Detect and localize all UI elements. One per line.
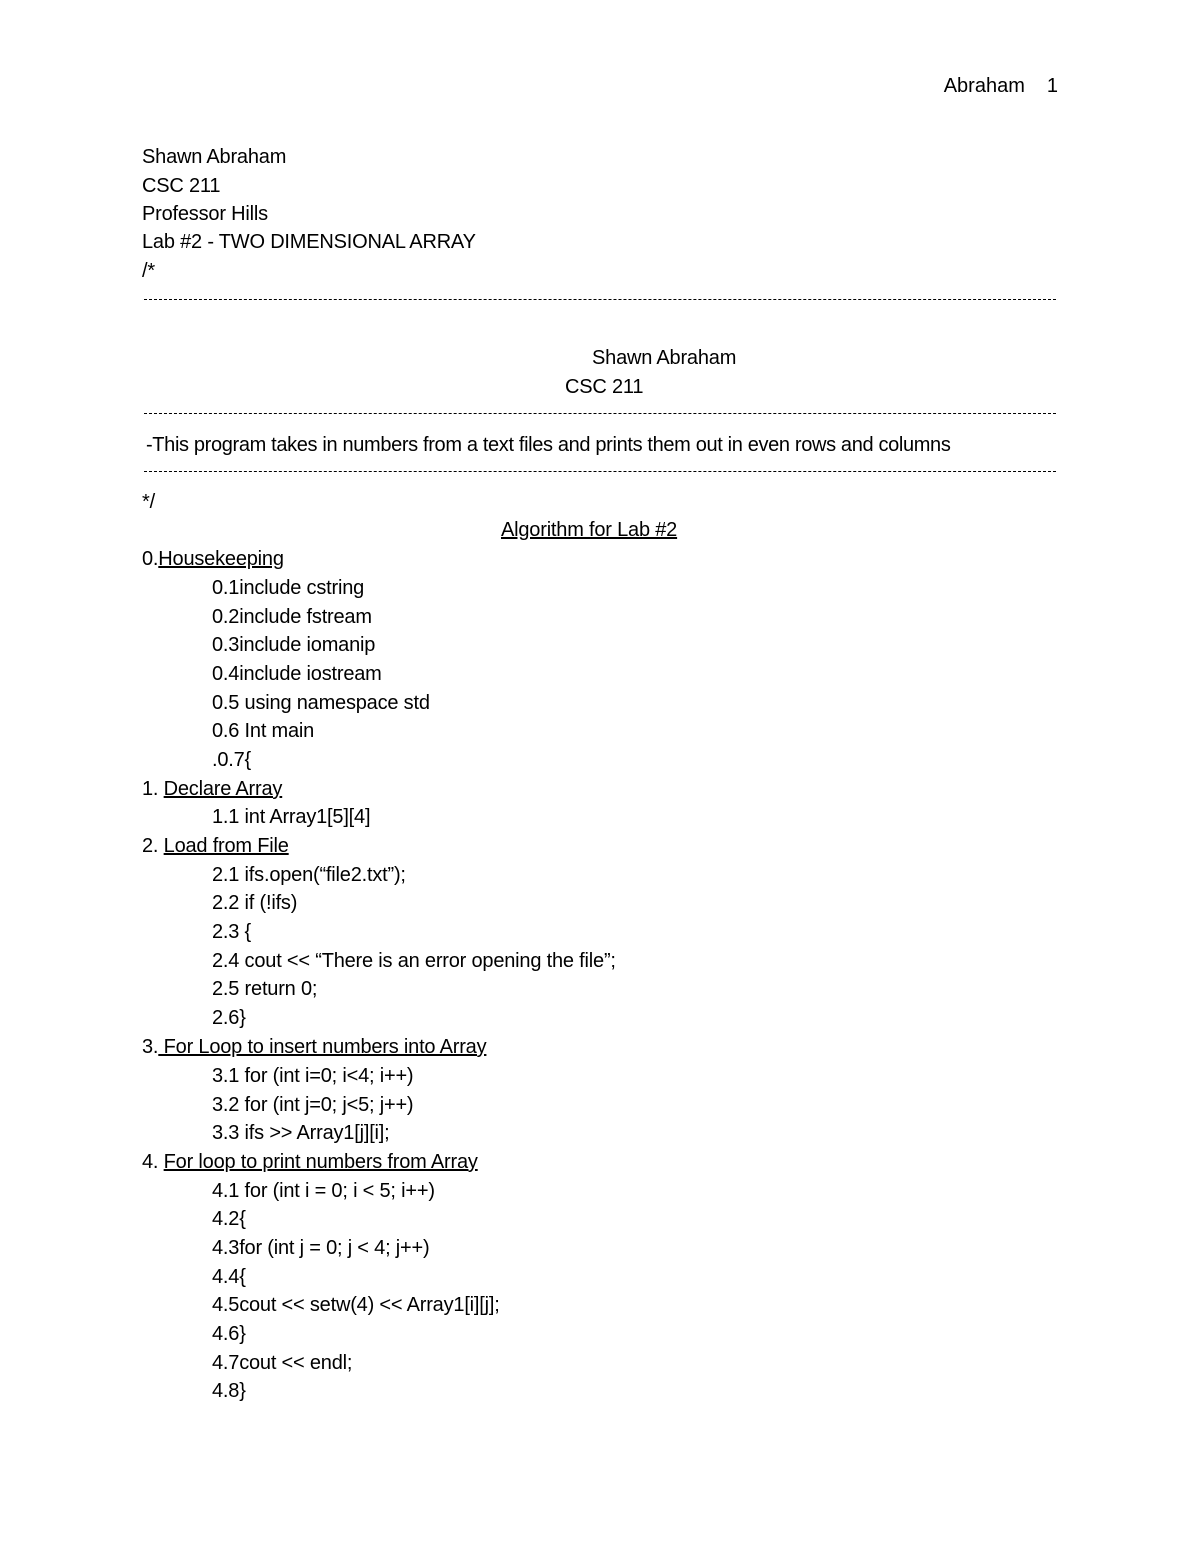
section-heading [142,1035,486,1059]
list-item: 0.3include iomanip [212,634,376,656]
list-item: 4.8} [212,1380,246,1402]
section-title: For loop to print numbers from Array [163,1151,478,1173]
list-item: 4.5cout << setw(4) << Array1[i][j]; [212,1294,500,1316]
list-item: 3.1 for (int i=0; i<4; i++) [212,1065,414,1087]
comment-open: /* [142,260,155,282]
section-title: Housekeeping [158,548,284,570]
list-item: 4.4{ [212,1266,246,1288]
list-item: 4.1 for (int i = 0; i < 5; i++) [212,1180,435,1202]
list-item: 0.6 Int main [212,720,315,742]
banner-course: CSC 211 [565,376,644,398]
dashed-divider [144,471,1056,472]
algorithm-title: Algorithm for Lab #2 [501,519,678,541]
list-item: 0.1include cstring [212,577,365,599]
section-number: 3. [142,1036,159,1058]
list-item: 2.2 if (!ifs) [212,892,298,914]
list-item: 4.6} [212,1323,246,1345]
list-item: 2.5 return 0; [212,978,318,1000]
list-item: 0.5 using namespace std [212,692,430,714]
list-item: 0.2include fstream [212,606,372,628]
section-number: 4. [142,1151,164,1173]
running-header [944,74,1058,98]
section-number: 0. [142,548,159,570]
program-description: -This program takes in numbers from a text files and prints them out in even rows and columns [146,434,951,456]
list-item: 2.4 cout << “There is an error opening the file”; [212,950,616,972]
course-code: CSC 211 [142,175,221,197]
list-item: 4.2{ [212,1208,246,1230]
section-title: Declare Array [163,778,283,800]
section-heading [142,547,284,571]
section-heading [142,777,282,801]
list-item: 2.1 ifs.open(“file2.txt”); [212,864,406,886]
list-item: 1.1 int Array1[5][4] [212,806,371,828]
page-number: 1 [1046,75,1058,97]
list-item: 0.4include iostream [212,663,382,685]
section-title: For Loop to insert numbers into Array [158,1036,487,1058]
list-item: 2.6} [212,1007,246,1029]
author-name: Shawn Abraham [142,146,287,168]
dashed-divider [144,413,1056,414]
section-heading [142,1150,478,1174]
banner-name: Shawn Abraham [592,347,737,369]
comment-close: */ [142,491,155,513]
list-item: 2.3 { [212,921,252,943]
list-item: 4.7cout << endl; [212,1352,353,1374]
section-title: Load from File [163,835,289,857]
list-item: .0.7{ [212,749,252,771]
list-item: 3.3 ifs >> Array1[j][i]; [212,1122,390,1144]
section-number: 1. [142,778,164,800]
header-name: Abraham [943,75,1025,97]
list-item: 4.3for (int j = 0; j < 4; j++) [212,1237,430,1259]
section-number: 2. [142,835,164,857]
section-heading [142,834,289,858]
list-item: 3.2 for (int j=0; j<5; j++) [212,1094,414,1116]
professor-name: Professor Hills [142,203,268,225]
dashed-divider [144,299,1056,300]
lab-title: Lab #2 - TWO DIMENSIONAL ARRAY [142,231,476,253]
